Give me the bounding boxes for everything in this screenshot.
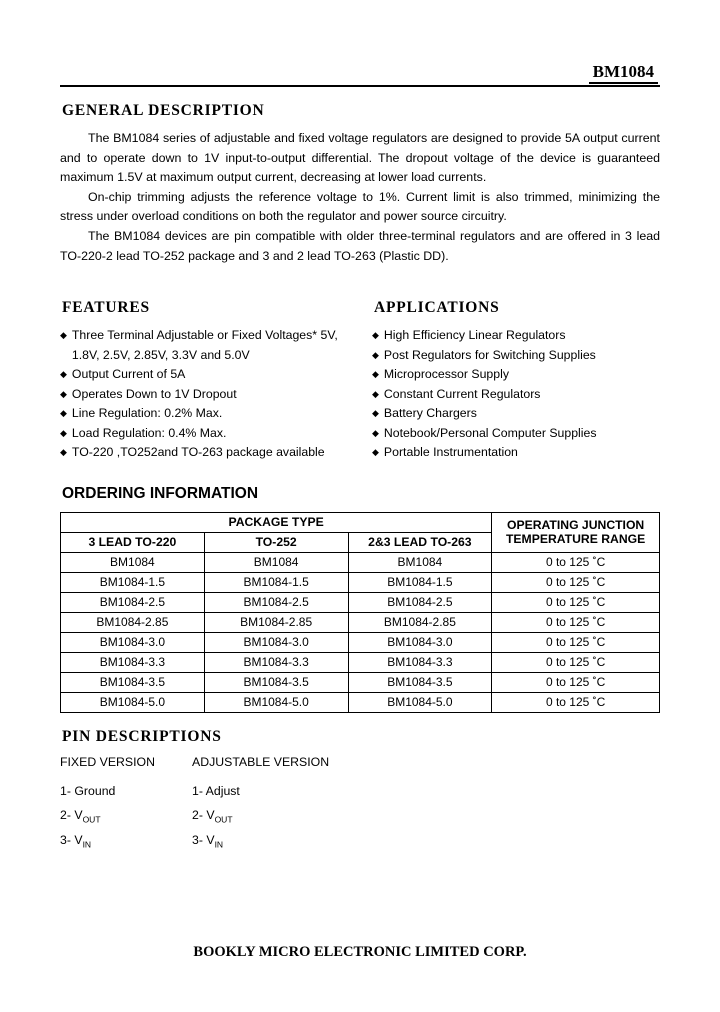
cell-temp-range: 0 to 125 ˚C [492, 632, 660, 652]
cell-to220: BM1084-5.0 [61, 692, 205, 712]
ordering-table [60, 512, 660, 713]
feature-text: TO-220 ,TO252and TO-263 package available [71, 445, 325, 460]
list-item [372, 404, 660, 424]
doc-header [60, 62, 660, 87]
pin-entry [192, 805, 392, 829]
application-text: Notebook/Personal Computer Supplies [383, 425, 597, 440]
pin-entry [192, 781, 392, 805]
pin-label: 3- V [60, 832, 83, 847]
pin-subscript: OUT [214, 814, 233, 825]
pin-label: 2- V [192, 808, 215, 823]
pin-entry [192, 830, 392, 854]
cell-temp-range: 0 to 125 ˚C [492, 672, 660, 692]
diamond-bullet-icon: ◆ [372, 427, 379, 438]
features-list [60, 326, 362, 463]
pin-subscript: IN [214, 839, 224, 850]
cell-to252: BM1084-2.5 [204, 592, 348, 612]
cell-to263: BM1084-3.3 [348, 652, 492, 672]
temp-header-line1: OPERATING JUNCTION [507, 518, 645, 533]
column-header-to252: TO-252 [204, 532, 348, 552]
cell-to263: BM1084-3.0 [348, 632, 492, 652]
diamond-bullet-icon: ◆ [60, 388, 67, 399]
list-item [60, 385, 362, 405]
feature-text: Three Terminal Adjustable or Fixed Voltages* 5V, 1.8V, 2.5V, 2.85V, 3.3V and 5.0V [71, 328, 338, 362]
list-item [372, 385, 660, 405]
application-text: Post Regulators for Switching Supplies [383, 347, 596, 362]
application-text: Portable Instrumentation [383, 445, 518, 460]
applications-section [372, 284, 660, 463]
list-item [372, 443, 660, 463]
cell-to252: BM1084-3.0 [204, 632, 348, 652]
cell-to252: BM1084-3.5 [204, 672, 348, 692]
diamond-bullet-icon: ◆ [60, 427, 67, 438]
cell-to263: BM1084-3.5 [348, 672, 492, 692]
list-item [372, 424, 660, 444]
cell-to220: BM1084-3.3 [61, 652, 205, 672]
cell-temp-range: 0 to 125 ˚C [492, 572, 660, 592]
list-item [60, 424, 362, 444]
cell-to263: BM1084-5.0 [348, 692, 492, 712]
application-text: Microprocessor Supply [383, 367, 509, 382]
diamond-bullet-icon: ◆ [372, 369, 379, 380]
package-type-header: PACKAGE TYPE [61, 512, 492, 532]
diamond-bullet-icon: ◆ [60, 369, 67, 380]
adjustable-version-column [192, 755, 392, 854]
description-paragraphs [60, 129, 660, 266]
list-item [60, 443, 362, 463]
cell-to263: BM1084 [348, 552, 492, 572]
table-row [61, 612, 660, 632]
cell-to252: BM1084-2.85 [204, 612, 348, 632]
applications-list [372, 326, 660, 463]
cell-to220: BM1084 [61, 552, 205, 572]
temp-header-line2: TEMPERATURE RANGE [505, 532, 646, 547]
diamond-bullet-icon: ◆ [60, 408, 67, 419]
cell-temp-range: 0 to 125 ˚C [492, 652, 660, 672]
pin-descriptions-heading: PIN DESCRIPTIONS [62, 727, 222, 745]
features-heading: FEATURES [62, 299, 150, 317]
pin-label: 1- Adjust [192, 783, 240, 798]
general-description-heading: GENERAL DESCRIPTION [62, 102, 265, 119]
table-row [61, 672, 660, 692]
cell-to220: BM1084-1.5 [61, 572, 205, 592]
list-item [60, 365, 362, 385]
cell-to263: BM1084-2.5 [348, 592, 492, 612]
application-text: Battery Chargers [383, 406, 477, 421]
cell-to252: BM1084-3.3 [204, 652, 348, 672]
table-row [61, 632, 660, 652]
application-text: High Efficiency Linear Regulators [383, 328, 566, 343]
column-header-to263: 2&3 LEAD TO-263 [348, 532, 492, 552]
features-applications-columns [60, 284, 660, 463]
cell-to252: BM1084 [204, 552, 348, 572]
cell-temp-range: 0 to 125 ˚C [492, 552, 660, 572]
description-paragraph: On-chip trimming adjusts the reference voltage to 1%. Current limit is also trimmed, minimizing the stress under overload conditions on both the regulator and power source circuitry. [60, 189, 660, 224]
ordering-information-heading: ORDERING INFORMATION [62, 484, 259, 502]
application-text: Constant Current Regulators [383, 386, 541, 401]
fixed-version-column [60, 755, 192, 854]
pin-entry [60, 830, 192, 854]
cell-to252: BM1084-1.5 [204, 572, 348, 592]
doc-number: BM1084 [589, 62, 658, 84]
diamond-bullet-icon: ◆ [372, 447, 379, 458]
feature-text: Line Regulation: 0.2% Max. [71, 406, 223, 421]
diamond-bullet-icon: ◆ [60, 330, 67, 341]
pin-label: 3- V [192, 832, 215, 847]
pin-descriptions-section [60, 728, 660, 854]
table-row [61, 692, 660, 712]
cell-temp-range: 0 to 125 ˚C [492, 612, 660, 632]
diamond-bullet-icon: ◆ [372, 388, 379, 399]
feature-text: Operates Down to 1V Dropout [71, 386, 237, 401]
description-paragraph: The BM1084 series of adjustable and fixed voltage regulators are designed to provide 5A output current and to operate down to 1V input-to-output differential. The dropout voltage of the device is guaranteed maximum 1.5V at maximum output current, decreasing at lower load currents. [60, 131, 660, 185]
temperature-range-header [492, 512, 660, 552]
general-description-section [60, 102, 660, 266]
cell-temp-range: 0 to 125 ˚C [492, 692, 660, 712]
feature-text: Output Current of 5A [71, 367, 186, 382]
applications-heading: APPLICATIONS [374, 299, 500, 317]
pin-entry [60, 805, 192, 829]
features-section [60, 284, 372, 463]
table-row [61, 592, 660, 612]
list-item [372, 346, 660, 366]
cell-to252: BM1084-5.0 [204, 692, 348, 712]
ordering-information-section [60, 485, 660, 713]
pin-subscript: IN [82, 839, 92, 850]
cell-to220: BM1084-3.5 [61, 672, 205, 692]
diamond-bullet-icon: ◆ [60, 447, 67, 458]
table-header-row [61, 512, 660, 532]
company-footer: BOOKLY MICRO ELECTRONIC LIMITED CORP. [193, 944, 527, 960]
table-row [61, 552, 660, 572]
fixed-version-title: FIXED VERSION [60, 754, 155, 769]
cell-temp-range: 0 to 125 ˚C [492, 592, 660, 612]
cell-to220: BM1084-3.0 [61, 632, 205, 652]
pin-subscript: OUT [82, 814, 101, 825]
adjustable-version-title: ADJUSTABLE VERSION [192, 754, 330, 769]
cell-to263: BM1084-1.5 [348, 572, 492, 592]
pin-columns [60, 755, 660, 854]
diamond-bullet-icon: ◆ [372, 349, 379, 360]
column-header-to220: 3 LEAD TO-220 [61, 532, 205, 552]
list-item [60, 326, 362, 365]
description-paragraph: The BM1084 devices are pin compatible with older three-terminal regulators and are offered in 3 lead TO-220-2 lead TO-252 package and 3 and 2 lead TO-263 (Plastic DD). [60, 228, 660, 263]
pin-label: 1- Ground [60, 783, 116, 798]
list-item [60, 404, 362, 424]
cell-to263: BM1084-2.85 [348, 612, 492, 632]
diamond-bullet-icon: ◆ [372, 330, 379, 341]
table-row [61, 652, 660, 672]
cell-to220: BM1084-2.85 [61, 612, 205, 632]
table-row [61, 572, 660, 592]
pin-entry [60, 781, 192, 805]
cell-to220: BM1084-2.5 [61, 592, 205, 612]
feature-text: Load Regulation: 0.4% Max. [71, 425, 227, 440]
list-item [372, 326, 660, 346]
diamond-bullet-icon: ◆ [372, 408, 379, 419]
list-item [372, 365, 660, 385]
pin-label: 2- V [60, 808, 83, 823]
